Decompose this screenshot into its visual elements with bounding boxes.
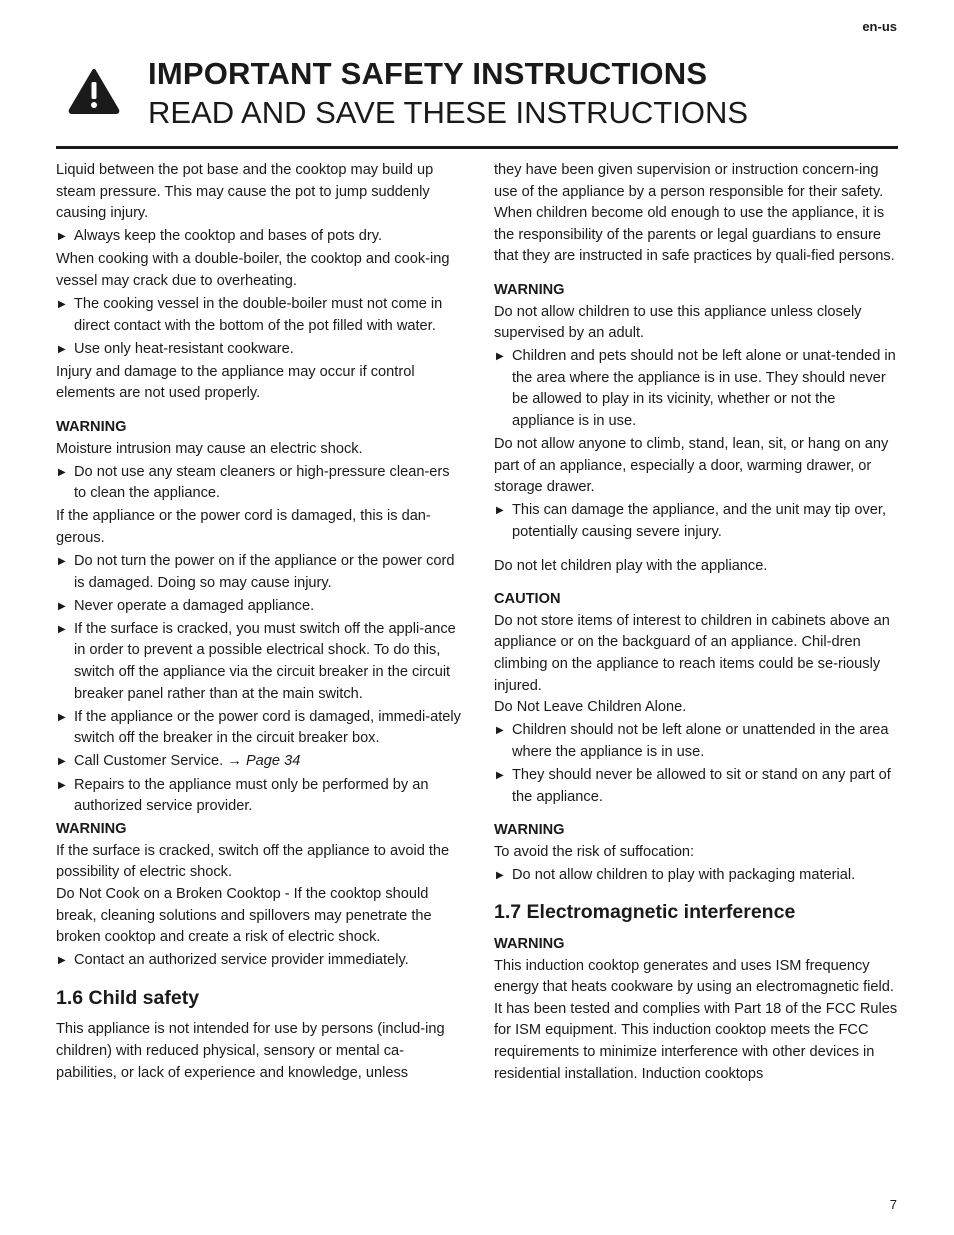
bullet-item: ▶ Do not turn the power on if the appliance or the power cord is damaged. Doing so may cause injury. bbox=[58, 553, 455, 591]
paragraph: When children become old enough to use the appliance, it is the responsibility of the parents or legal guardians to ensure that they are instructed in safe practices by quali-fied persons. bbox=[494, 205, 895, 265]
bullet-item: ▶ Contact an authorized service provider immediately. bbox=[56, 950, 462, 972]
bullet-arrow-icon: ▶ bbox=[58, 556, 66, 568]
paragraph: This appliance is not intended for use by persons (includ-ing children) with reduced physical, sensory or mental ca-pabilities, or lack of experience and knowledge, unless bbox=[56, 1021, 445, 1081]
warning-heading: WARNING bbox=[494, 936, 565, 952]
bullet-item: ▶ Use only heat-resistant cookware. bbox=[56, 339, 462, 361]
bullet-arrow-icon: ▶ bbox=[58, 779, 66, 791]
warning-heading: WARNING bbox=[494, 281, 565, 298]
bullet-item: ▶ Call Customer Service. → Page 34 bbox=[56, 751, 462, 773]
bullet-item: ▶ Do not use any steam cleaners or high-pressure clean-ers to clean the appliance. bbox=[58, 463, 450, 502]
paragraph: This induction cooktop generates and uses ISM frequency energy that heats cookware by using an electromagnetic field. It has been tested and complies with Part 18 of the FCC Rules for ISM equipment. This induction cooktop meets the FCC requirements to minimize interference with other devices in residential installation. Induction cooktops bbox=[494, 957, 898, 1082]
warning-heading: WARNING bbox=[494, 822, 565, 839]
bullet-arrow-icon: ▶ bbox=[496, 505, 504, 517]
bullet-arrow-icon: ▶ bbox=[496, 869, 504, 881]
page-reference-link[interactable]: → Page 34 bbox=[227, 753, 301, 770]
page-number: 7 bbox=[889, 1197, 897, 1212]
paragraph: Do not let children play with the appliance. bbox=[494, 557, 768, 574]
bullet-item: ▶ Children should not be left alone or unattended in the area where the appliance is in use. bbox=[496, 722, 889, 760]
paragraph: they have been given supervision or instruction concern-ing use of the appliance by a person responsible for their safety. bbox=[494, 162, 884, 200]
bullet-arrow-icon: ▶ bbox=[58, 600, 66, 612]
bullet-item: ▶ Do not allow children to play with packaging material. bbox=[494, 865, 900, 887]
bullet-item: ▶ This can damage the appliance, and the unit may tip over, potentially causing severe injury. bbox=[496, 502, 886, 540]
paragraph: Do Not Leave Children Alone. bbox=[494, 699, 687, 716]
bullet-item: ▶ Children and pets should not be left alone or unat-tended in the area where the appliance is in use. They should never be allowed to play in its vicinity, whether or not the appliance is in use. bbox=[496, 348, 896, 430]
bullet-item: ▶ If the surface is cracked, you must switch off the appli-ance in order to prevent a possible electrical shock. To do this, switch off the appliance via the circuit breaker in the circuit breaker panel rather than at the main switch. bbox=[58, 620, 456, 702]
paragraph: Injury and damage to the appliance may occur if control elements are not used properly. bbox=[56, 363, 415, 402]
caution-heading: CAUTION bbox=[494, 591, 561, 608]
paragraph: When cooking with a double-boiler, the cooktop and cook-ing vessel may crack due to overheating. bbox=[56, 251, 450, 289]
header-subtitle: READ AND SAVE THESE INSTRUCTIONS bbox=[148, 95, 749, 130]
bullet-arrow-icon: ▶ bbox=[58, 343, 66, 355]
right-column bbox=[494, 160, 900, 1085]
warning-heading: WARNING bbox=[56, 419, 127, 436]
header-title: IMPORTANT SAFETY INSTRUCTIONS bbox=[148, 56, 708, 91]
bullet-arrow-icon: ▶ bbox=[58, 231, 66, 243]
paragraph: Moisture intrusion may cause an electric shock. bbox=[56, 440, 363, 457]
left-column bbox=[56, 160, 462, 1084]
bullet-arrow-icon: ▶ bbox=[58, 756, 66, 768]
paragraph: If the appliance or the power cord is damaged, this is dan-gerous. bbox=[56, 508, 431, 546]
section-heading-child-safety: 1.6 Child safety bbox=[56, 986, 200, 1009]
paragraph: To avoid the risk of suffocation: bbox=[494, 843, 695, 860]
bullet-arrow-icon: ▶ bbox=[58, 623, 66, 635]
bullet-item: ▶ They should never be allowed to sit or stand on any part of the appliance. bbox=[496, 766, 891, 805]
bullet-arrow-icon: ▶ bbox=[496, 725, 504, 737]
bullet-item: ▶ Repairs to the appliance must only be performed by an authorized service provider. bbox=[58, 776, 429, 815]
bullet-item: ▶ Never operate a damaged appliance. bbox=[56, 596, 462, 618]
bullet-item: ▶ The cooking vessel in the double-boiler must not come in direct contact with the bottom of the pot filled with water. bbox=[58, 296, 443, 334]
bullet-arrow-icon: ▶ bbox=[496, 769, 504, 781]
bullet-arrow-icon: ▶ bbox=[496, 351, 504, 363]
bullet-arrow-icon: ▶ bbox=[58, 955, 66, 967]
bullet-arrow-icon: ▶ bbox=[58, 711, 66, 723]
safety-header bbox=[56, 56, 898, 149]
paragraph: If the surface is cracked, switch off the appliance to avoid the possibility of electric shock. bbox=[56, 842, 450, 881]
bullet-arrow-icon: ▶ bbox=[58, 299, 66, 311]
bullet-item: ▶ If the appliance or the power cord is damaged, immedi-ately switch off the breaker in the circuit breaker box. bbox=[58, 708, 461, 747]
paragraph: Do not allow children to use this appliance unless closely supervised by an adult. bbox=[494, 303, 862, 342]
warning-heading: WARNING bbox=[56, 821, 127, 838]
paragraph: Do Not Cook on a Broken Cooktop - If the cooktop should break, cleaning solutions and spillovers may penetrate the broken cooktop and create a risk of electric shock. bbox=[56, 886, 432, 946]
bullet-arrow-icon: ▶ bbox=[58, 466, 66, 478]
section-heading-electromagnetic-interference: 1.7 Electromagnetic interference bbox=[494, 901, 796, 924]
bullet-item: ▶ Always keep the cooktop and bases of pots dry. bbox=[56, 226, 462, 248]
paragraph: Do not allow anyone to climb, stand, lean, sit, or hang on any part of an appliance, especially a door, warming drawer, or storage drawer. bbox=[494, 436, 889, 496]
paragraph: Do not store items of interest to children in cabinets above an appliance or on the backguard of an appliance. Chil-dren climbing on the appliance to reach items could be se-riously injured. bbox=[494, 612, 890, 694]
locale-label: en-us bbox=[862, 19, 897, 34]
warning-triangle-icon bbox=[68, 68, 120, 114]
paragraph: Liquid between the pot base and the cooktop may build up steam pressure. This may cause the pot to jump suddenly causing injury. bbox=[56, 162, 434, 222]
